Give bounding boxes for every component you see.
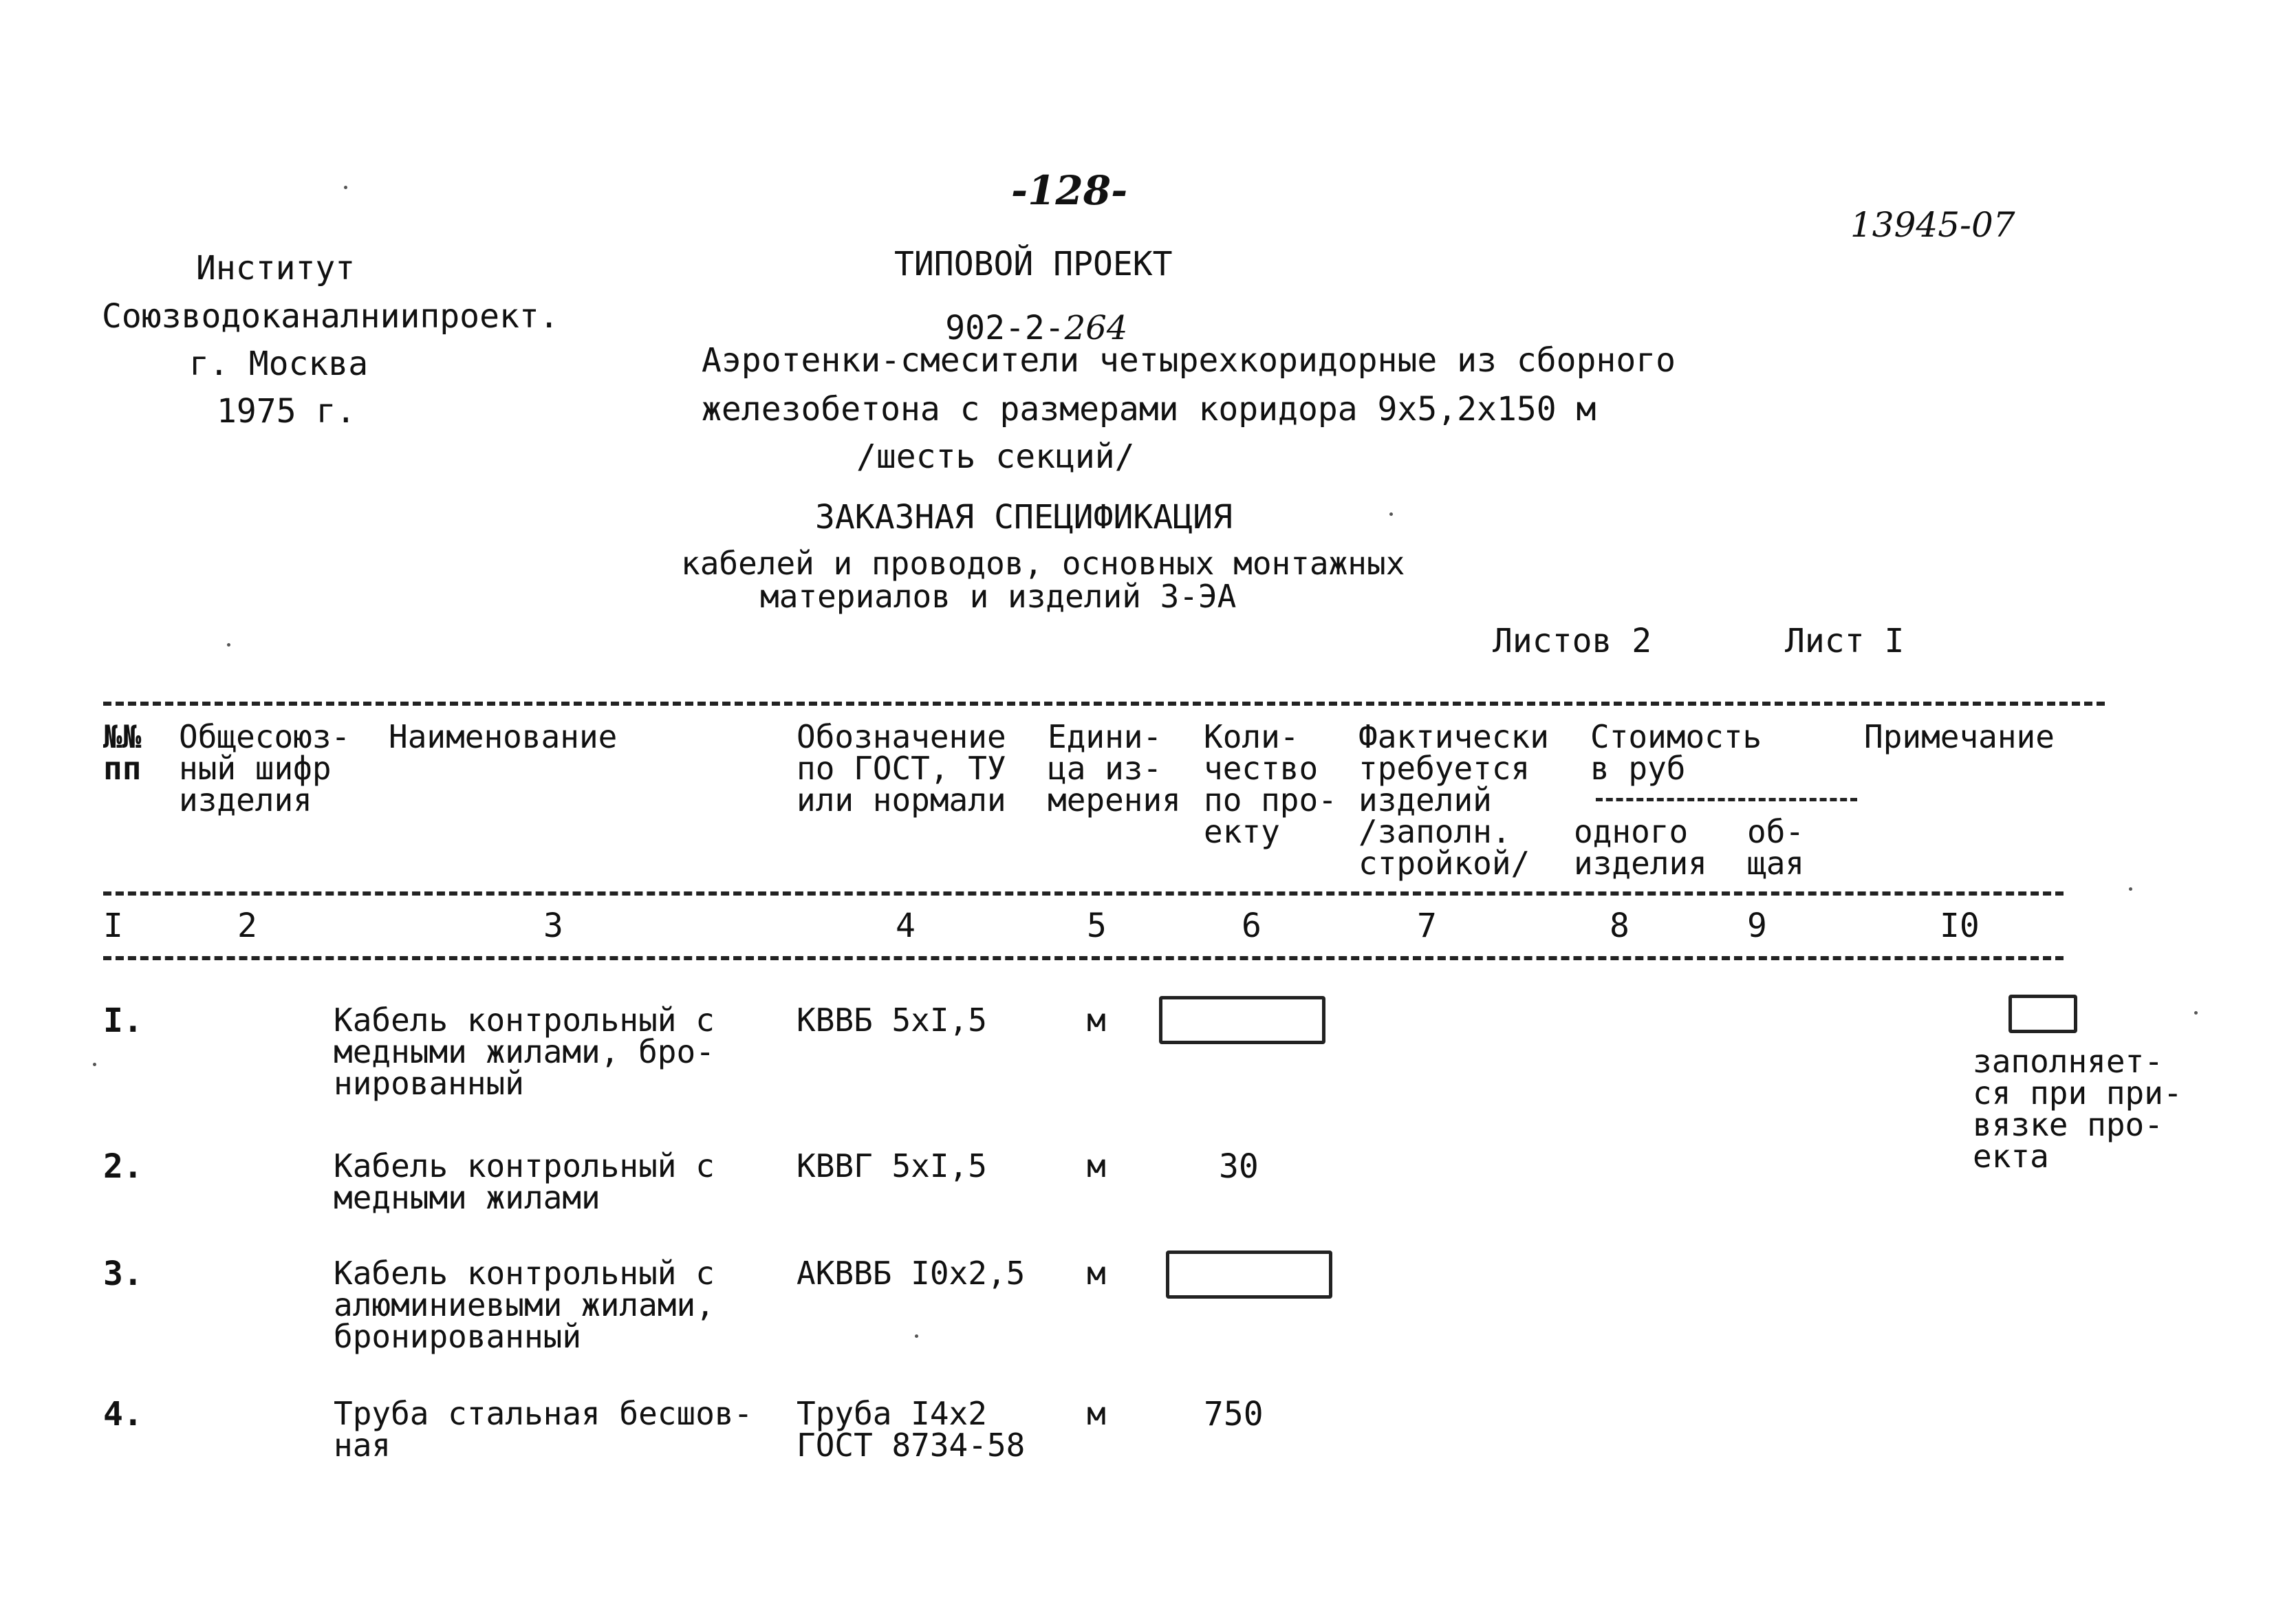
row-number: I. — [103, 1002, 143, 1040]
row-unit: м — [1087, 1002, 1106, 1039]
project-number — [932, 296, 1127, 347]
column-number: 4 — [896, 907, 916, 945]
row-unit: м — [1087, 1255, 1106, 1292]
column-number: I0 — [1940, 907, 1980, 945]
spec-title: ЗАКАЗНАЯ СПЕЦИФИКАЦИЯ — [815, 498, 1233, 537]
scan-speck — [344, 186, 347, 189]
row-number: 4. — [103, 1395, 143, 1433]
row-standard: Труба I4х2 ГОСТ 8734-58 — [797, 1395, 1026, 1464]
header-note: Примечание — [1864, 718, 2055, 755]
row-qty: 750 — [1204, 1395, 1264, 1433]
row-number: 2. — [103, 1147, 143, 1186]
column-number: 9 — [1747, 907, 1767, 945]
scan-speck — [915, 1334, 918, 1338]
column-number: 5 — [1087, 907, 1107, 945]
project-type: ТИПОВОЙ ПРОЕКТ — [894, 245, 1173, 283]
column-number: 6 — [1242, 907, 1261, 945]
column-number: 7 — [1417, 907, 1437, 945]
project-title-line1: Аэротенки-смесители четырехкоридорные из сборного — [702, 341, 1676, 380]
scan-speck — [2129, 887, 2132, 891]
row-name: Кабель контрольный с медными жилами, бро- нированный — [334, 1002, 715, 1102]
row-standard: АКВВБ I0х2,5 — [797, 1255, 1026, 1292]
row-unit: м — [1087, 1395, 1106, 1432]
header-cost-total: об- щая — [1747, 813, 1805, 882]
scan-speck — [93, 1063, 96, 1066]
note-blank-box — [2008, 995, 2077, 1033]
column-number: 8 — [1610, 907, 1629, 945]
header-qty: Коли- чество по про- екту — [1204, 718, 1337, 850]
column-numbers-rule — [103, 956, 2064, 960]
document-code: 13945-07 — [1850, 205, 2015, 245]
project-title-line2: железобетона с размерами коридора 9х5,2х150 м — [702, 390, 1596, 429]
project-number-prefix: 902-2- — [945, 309, 1065, 347]
row-unit: м — [1087, 1147, 1106, 1184]
header-name: Наименование — [389, 718, 618, 755]
column-number: 3 — [543, 907, 563, 945]
sheet-current: Лист I — [1785, 622, 1905, 660]
note-text: заполняет- ся при при- вязке про- екта — [1973, 1043, 2183, 1175]
scan-speck — [1389, 512, 1393, 516]
project-number-handwritten: 264 — [1064, 309, 1128, 347]
header-standard: Обозначение по ГОСТ, ТУ или нормали — [797, 718, 1006, 819]
column-number: I — [103, 907, 123, 945]
row-name: Труба стальная бесшов- ная — [334, 1395, 753, 1464]
row-standard: КВВБ 5хI,5 — [797, 1002, 987, 1039]
sheets-total: Листов 2 — [1493, 622, 1652, 660]
header-cost: Стоимость в руб — [1590, 718, 1762, 787]
table-top-rule — [103, 702, 2105, 706]
project-title-line3: /шесть секций/ — [856, 437, 1135, 476]
row-number: 3. — [103, 1255, 143, 1293]
row-standard: КВВГ 5хI,5 — [797, 1147, 987, 1184]
row-qty: 30 — [1219, 1147, 1259, 1186]
cost-subheader-rule — [1596, 798, 1857, 801]
row-name: Кабель контрольный с алюминиевыми жилами, бронированный — [334, 1255, 715, 1355]
column-number: 2 — [237, 907, 257, 945]
header-unit: Едини- ца из- мерения — [1048, 718, 1181, 819]
qty-blank-box — [1159, 996, 1325, 1044]
scan-speck — [2194, 1011, 2198, 1015]
header-code: Общесоюз- ный шифр изделия — [179, 718, 351, 819]
header-bottom-rule — [103, 891, 2064, 896]
header-cost-one: одного изделия — [1574, 813, 1707, 882]
institute-city: г. Москва — [189, 345, 369, 383]
scan-speck — [227, 643, 230, 647]
header-actual: Фактически требуется изделий /заполн. стройкой/ — [1358, 718, 1549, 882]
header-num: №№ пп — [103, 718, 142, 787]
page-number: -128- — [1011, 167, 1128, 214]
spec-subtitle-line1: кабелей и проводов, основных монтажных — [681, 545, 1405, 582]
spec-subtitle-line2: материалов и изделий 3-ЭА — [760, 578, 1237, 615]
institute-year: 1975 г. — [217, 392, 356, 431]
qty-blank-box — [1166, 1251, 1332, 1299]
institute-name: Союзводоканалниипроект. — [102, 297, 559, 336]
row-name: Кабель контрольный с медными жилами — [334, 1147, 715, 1216]
institute-label: Институт — [196, 249, 356, 288]
